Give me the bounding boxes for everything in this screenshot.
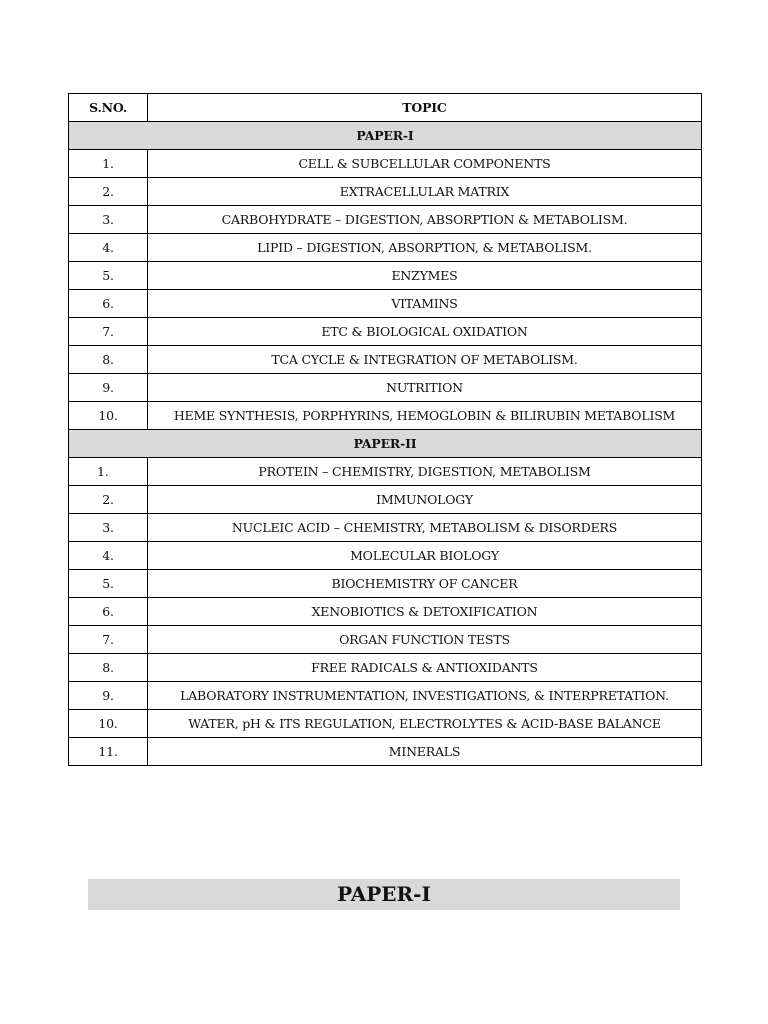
row-number: 10. [69, 402, 148, 430]
row-number: 3. [69, 514, 148, 542]
section-title: PAPER-II [69, 430, 702, 458]
row-topic: NUTRITION [148, 374, 702, 402]
row-topic: WATER, pH & ITS REGULATION, ELECTROLYTES & ACID-BASE BALANCE [148, 710, 702, 738]
row-number: 10. [69, 710, 148, 738]
row-number: 6. [69, 598, 148, 626]
row-topic: XENOBIOTICS & DETOXIFICATION [148, 598, 702, 626]
row-number: 1. [69, 150, 148, 178]
row-topic: LABORATORY INSTRUMENTATION, INVESTIGATIONS, & INTERPRETATION. [148, 682, 702, 710]
table-row [69, 738, 702, 766]
table-row [69, 486, 702, 514]
row-number: 5. [69, 570, 148, 598]
table-row [69, 542, 702, 570]
table-row [69, 346, 702, 374]
row-topic: TCA CYCLE & INTEGRATION OF METABOLISM. [148, 346, 702, 374]
row-topic: LIPID – DIGESTION, ABSORPTION, & METABOLISM. [148, 234, 702, 262]
table-body [69, 122, 702, 766]
table-row [69, 458, 702, 486]
table-row [69, 374, 702, 402]
sno-header: S.NO. [69, 94, 148, 122]
row-number: 11. [69, 738, 148, 766]
row-topic: IMMUNOLOGY [148, 486, 702, 514]
table-row [69, 654, 702, 682]
row-number: 1. [69, 458, 148, 486]
topic-header: TOPIC [148, 94, 702, 122]
table-row [69, 402, 702, 430]
table-row [69, 514, 702, 542]
row-number: 9. [69, 682, 148, 710]
row-topic: HEME SYNTHESIS, PORPHYRINS, HEMOGLOBIN & BILIRUBIN METABOLISM [148, 402, 702, 430]
row-number: 5. [69, 262, 148, 290]
row-number: 9. [69, 374, 148, 402]
section-row [69, 430, 702, 458]
row-number: 4. [69, 542, 148, 570]
table-row [69, 178, 702, 206]
row-topic: PROTEIN – CHEMISTRY, DIGESTION, METABOLISM [148, 458, 702, 486]
row-number: 2. [69, 486, 148, 514]
table-row [69, 290, 702, 318]
section-title: PAPER-I [69, 122, 702, 150]
row-number: 7. [69, 318, 148, 346]
row-number: 2. [69, 178, 148, 206]
row-number: 7. [69, 626, 148, 654]
table-row [69, 206, 702, 234]
table-row [69, 626, 702, 654]
row-number: 8. [69, 346, 148, 374]
row-topic: CARBOHYDRATE – DIGESTION, ABSORPTION & METABOLISM. [148, 206, 702, 234]
section-row [69, 122, 702, 150]
table-row [69, 598, 702, 626]
row-number: 4. [69, 234, 148, 262]
row-number: 6. [69, 290, 148, 318]
row-topic: BIOCHEMISTRY OF CANCER [148, 570, 702, 598]
table-row [69, 150, 702, 178]
table-row [69, 570, 702, 598]
table-row [69, 234, 702, 262]
topics-table [68, 93, 702, 766]
row-topic: ORGAN FUNCTION TESTS [148, 626, 702, 654]
row-topic: ENZYMES [148, 262, 702, 290]
section-banner: PAPER-I [88, 879, 680, 910]
table-header-row [69, 94, 702, 122]
row-topic: VITAMINS [148, 290, 702, 318]
row-number: 3. [69, 206, 148, 234]
row-topic: MOLECULAR BIOLOGY [148, 542, 702, 570]
row-topic: CELL & SUBCELLULAR COMPONENTS [148, 150, 702, 178]
row-topic: NUCLEIC ACID – CHEMISTRY, METABOLISM & DISORDERS [148, 514, 702, 542]
table-row [69, 262, 702, 290]
row-topic: FREE RADICALS & ANTIOXIDANTS [148, 654, 702, 682]
table-row [69, 710, 702, 738]
table-row [69, 682, 702, 710]
row-topic: MINERALS [148, 738, 702, 766]
row-topic: ETC & BIOLOGICAL OXIDATION [148, 318, 702, 346]
row-number: 8. [69, 654, 148, 682]
table-row [69, 318, 702, 346]
row-topic: EXTRACELLULAR MATRIX [148, 178, 702, 206]
